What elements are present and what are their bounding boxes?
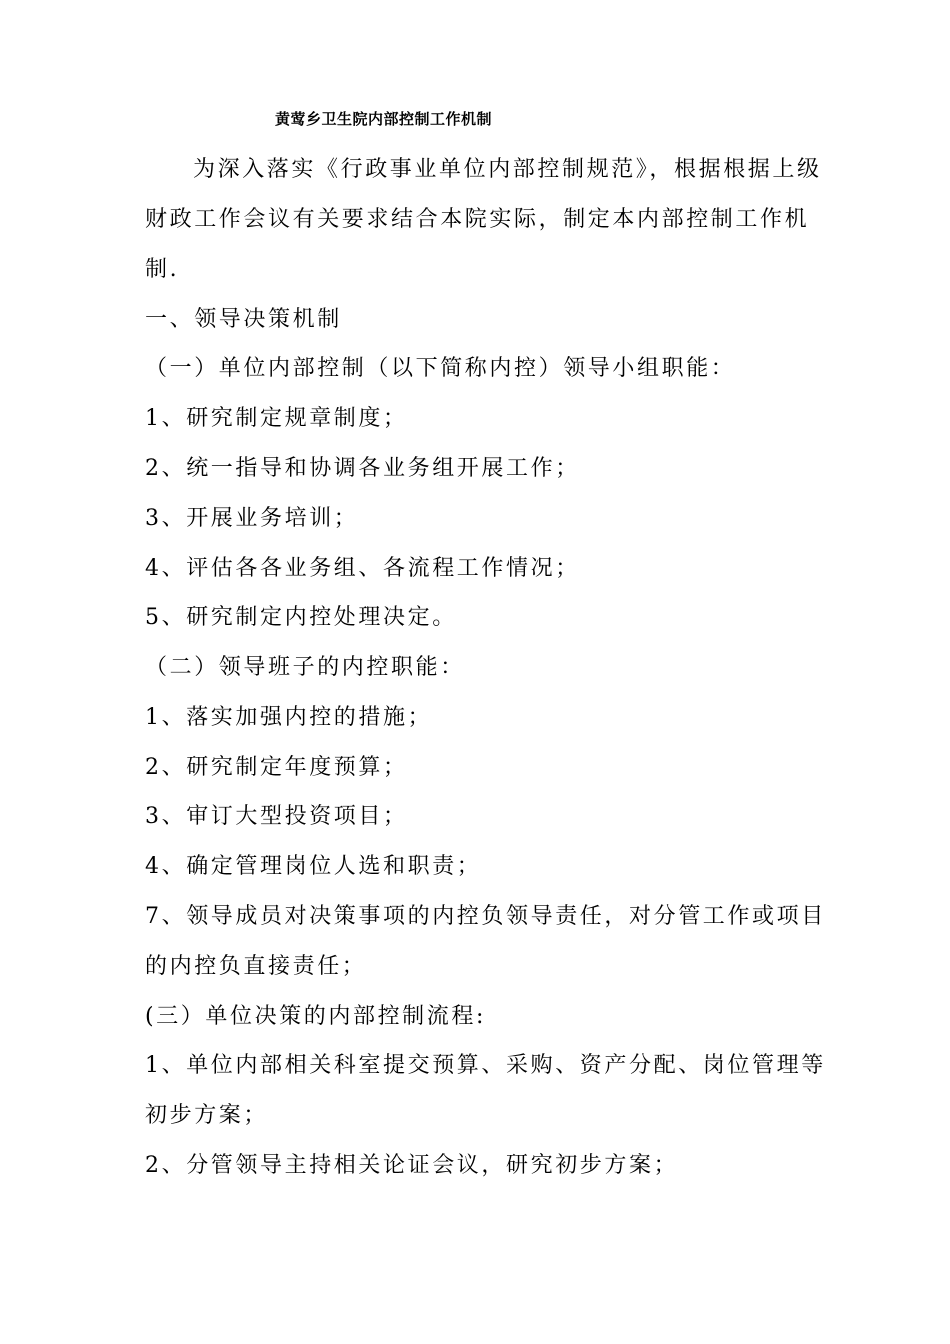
subsection-heading-3: (三）单位决策的内部控制流程: bbox=[145, 1004, 486, 1029]
section-heading-1: 一、领导决策机制 bbox=[145, 307, 342, 332]
subsection-heading-2: （二）领导班子的内控职能： bbox=[145, 655, 465, 680]
list-item: 3、审订大型投资项目； bbox=[145, 804, 408, 829]
list-item: 3、开展业务培训； bbox=[145, 506, 359, 531]
list-item-continuation: 初步方案； bbox=[145, 1103, 269, 1128]
list-item: 5、研究制定内控处理决定。 bbox=[145, 605, 457, 630]
list-item: 1、研究制定规章制度； bbox=[145, 406, 408, 431]
list-item: 4、评估各各业务组、各流程工作情况； bbox=[145, 556, 580, 581]
document-title: 黄莺乡卫生院内部控制工作机制 bbox=[275, 110, 493, 128]
list-item: 2、统一指导和协调各业务组开展工作； bbox=[145, 456, 580, 481]
subsection-heading-1: （一）单位内部控制（以下简称内控）领导小组职能： bbox=[145, 356, 736, 381]
list-item: 2、研究制定年度预算； bbox=[145, 755, 408, 780]
list-item: 1、单位内部相关科室提交预算、采购、资产分配、岗位管理等 bbox=[145, 1053, 826, 1078]
paragraph-line-1: 为深入落实《行政事业单位内部控制规范》，根据根据上级 bbox=[193, 157, 822, 182]
list-item: 2、分管领导主持相关论证会议，研究初步方案； bbox=[145, 1153, 679, 1178]
list-item: 1、落实加强内控的措施； bbox=[145, 705, 433, 730]
list-item-continuation: 的内控负直接责任； bbox=[145, 954, 367, 979]
list-item: 4、确定管理岗位人选和职责； bbox=[145, 854, 482, 879]
paragraph-line-3: 制. bbox=[145, 257, 180, 282]
paragraph-line-2: 财政工作会议有关要求结合本院实际，制定本内部控制工作机 bbox=[145, 207, 810, 232]
list-item: 7、领导成员对决策事项的内控负领导责任，对分管工作或项目 bbox=[145, 904, 826, 929]
